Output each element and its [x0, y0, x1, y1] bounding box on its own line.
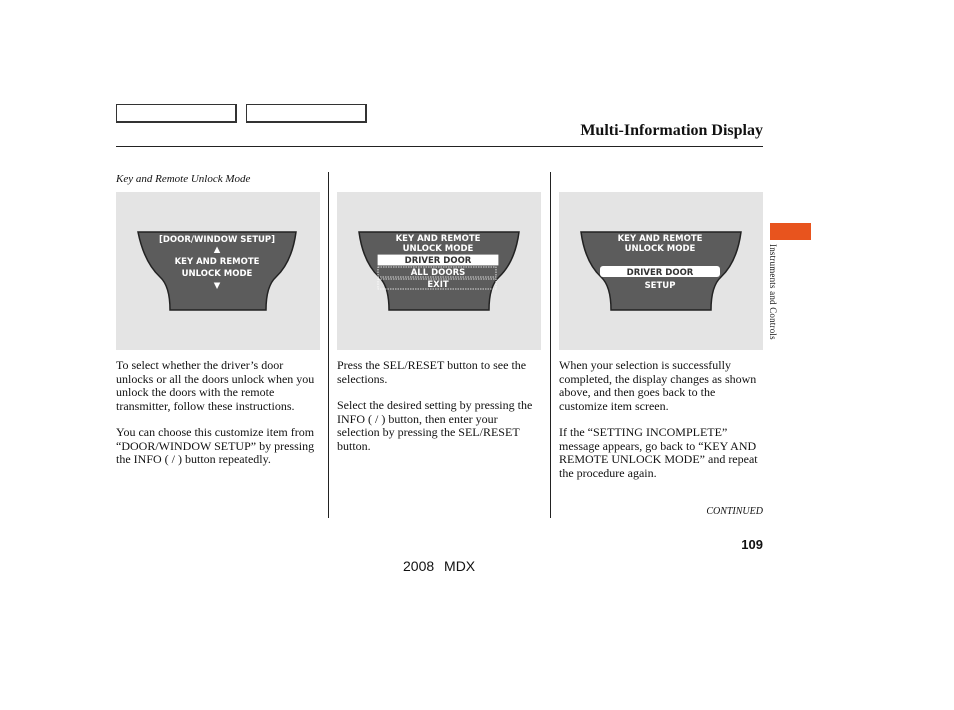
page-number: 109: [741, 537, 763, 552]
screen2-option-all-doors: ALL DOORS: [410, 268, 466, 278]
header-tab-box-2: [246, 104, 367, 123]
column-1-paragraph-1: To select whether the driver’s door unlocks or all the doors unlock when you unlock the doors with the remote transmitter, follow these instructions.: [116, 358, 315, 413]
page-title: Multi-Information Display: [580, 122, 763, 139]
header-tab-box-1: [116, 104, 237, 123]
section-side-label: Instruments and Controls: [768, 244, 778, 340]
screen1-down-arrow: ▼: [213, 281, 221, 291]
column-1-paragraph-2: You can choose this customize item from “DOOR/WINDOW SETUP” by pressing the INFO ( / ) button repeatedly.: [116, 425, 315, 466]
display-illustration-1: [116, 192, 320, 350]
title-rule: [116, 146, 763, 147]
screen2-line-2: UNLOCK MODE: [402, 244, 474, 254]
column-2-text: [337, 359, 543, 466]
continued-label: CONTINUED: [706, 506, 763, 517]
column-1-text: [116, 359, 322, 480]
screen2-line-1: KEY AND REMOTE: [395, 234, 481, 244]
screen2-option-exit: EXIT: [427, 280, 449, 290]
screen1-line-1: [DOOR/WINDOW SETUP]: [158, 235, 276, 245]
column-2-paragraph-1: Press the SEL/RESET button to see the selections.: [337, 358, 527, 386]
column-divider-2: [550, 172, 551, 518]
column-divider-1: [328, 172, 329, 518]
column-2-paragraph-2: Select the desired setting by pressing the INFO ( / ) button, then enter your selection by pressing the SEL/RESET button.: [337, 398, 533, 453]
screen1-up-arrow: ▲: [213, 245, 221, 255]
model-label: 2008 MDX: [403, 558, 476, 574]
screen3-line-1: KEY AND REMOTE: [617, 234, 703, 244]
column-3-text: [559, 359, 765, 493]
column-3-paragraph-2: If the “SETTING INCOMPLETE” message appears, go back to “KEY AND REMOTE UNLOCK MODE” and repeat the procedure again.: [559, 425, 758, 480]
section-tab-marker: [770, 223, 811, 240]
screen1-line-4: UNLOCK MODE: [181, 269, 253, 279]
screen1-line-3: KEY AND REMOTE: [174, 257, 260, 267]
screen2-option-driver-door: DRIVER DOOR: [404, 256, 472, 266]
display-illustration-2: [337, 192, 541, 350]
screen3-line-2: UNLOCK MODE: [624, 244, 696, 254]
figure-caption: Key and Remote Unlock Mode: [116, 173, 251, 185]
screen3-selected-option: DRIVER DOOR: [626, 268, 694, 278]
display-illustration-3: [559, 192, 763, 350]
column-3-paragraph-1: When your selection is successfully completed, the display changes as shown above, and then goes back to the customize item screen.: [559, 358, 757, 413]
screen3-status: SETUP: [644, 281, 676, 291]
